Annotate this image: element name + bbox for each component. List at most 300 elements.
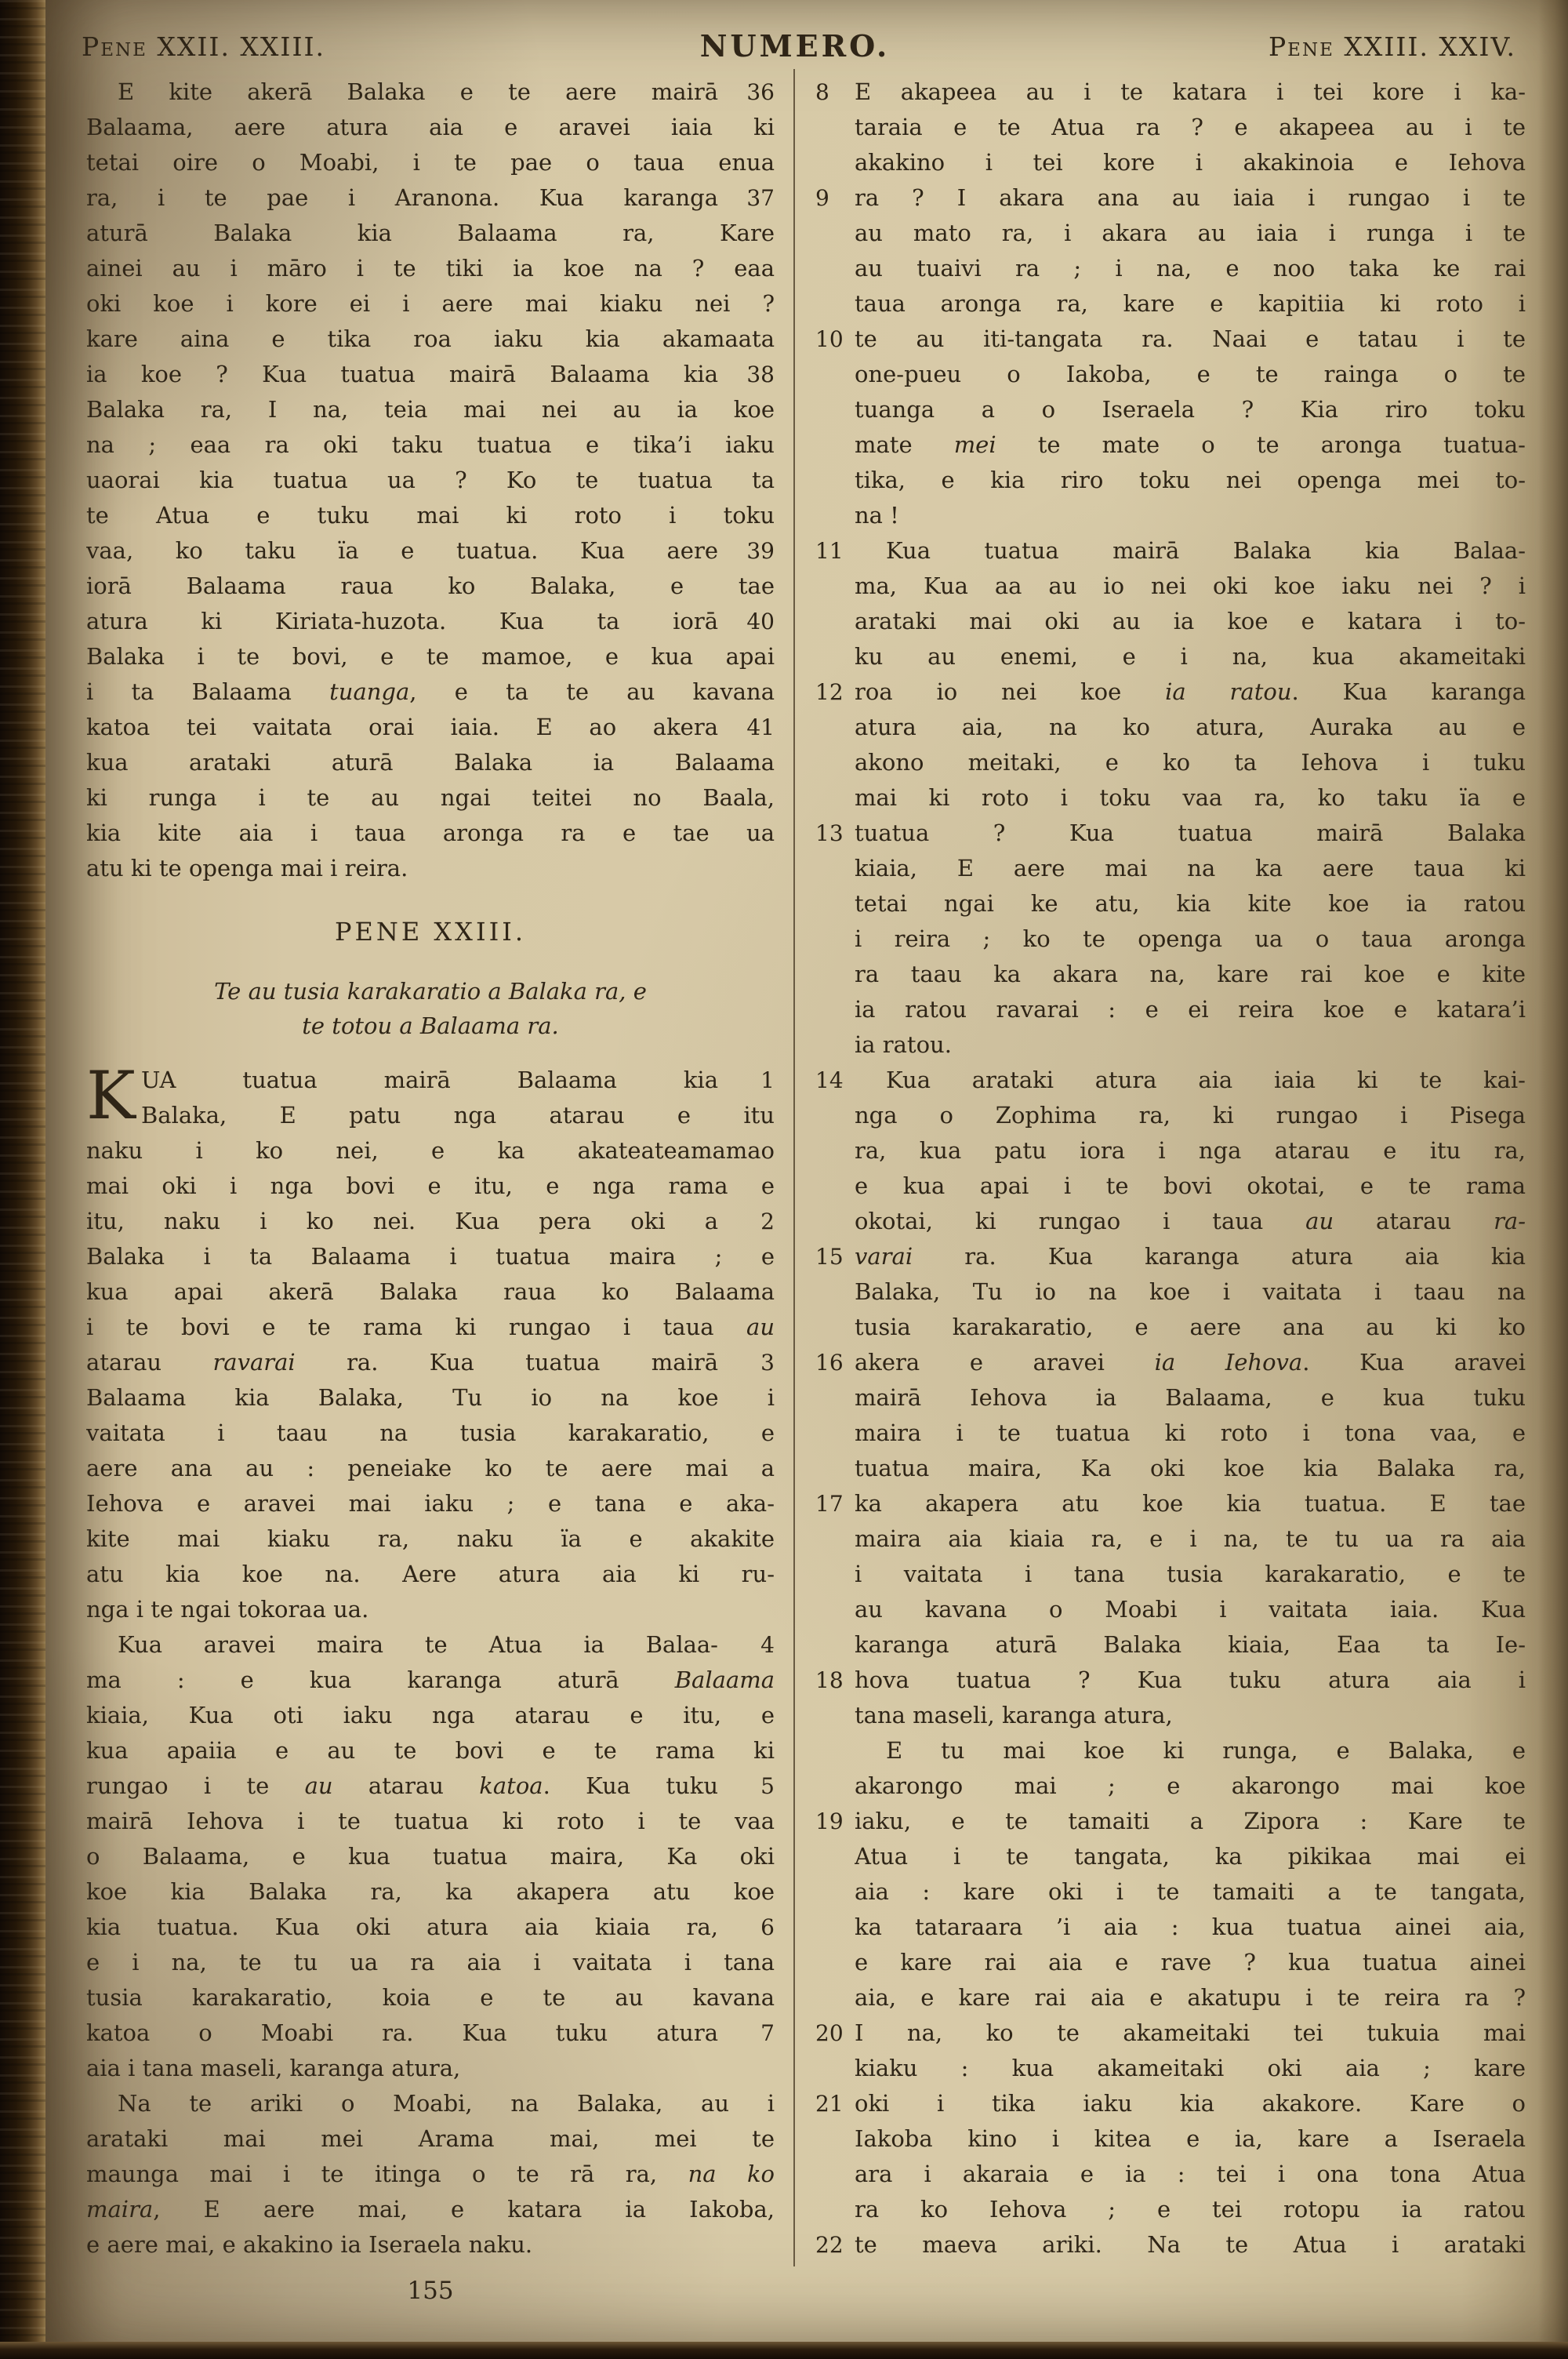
line-text: tana maseli, karanga atura, — [855, 1702, 1173, 1728]
verse-number: 13 — [815, 820, 844, 846]
text-line — [86, 1521, 775, 1557]
text-line — [86, 2192, 775, 2227]
verse-number — [815, 1768, 855, 1804]
verse-number — [815, 1698, 855, 1733]
italic-text: maira — [86, 2196, 154, 2223]
verse-number: 6 — [760, 1914, 775, 1940]
verse-number — [815, 604, 855, 639]
line-text: arataki mai oki au ia koe e katara i to- — [855, 608, 1526, 634]
line-text: varai ra. Kua karanga atura aia kia — [855, 1243, 1526, 1270]
line-text: te maeva ariki. Na te Atua i arataki — [855, 2231, 1526, 2258]
line-text: i ta Balaama tuanga, e ta te au kavana — [86, 678, 775, 705]
line-text: oki koe i kore ei i aere mai kiaku nei ? — [86, 290, 775, 317]
text-line — [86, 1486, 775, 1521]
line-text: i vaitata i tana tusia karakaratio, e te — [855, 1561, 1526, 1587]
verse-number: 41 — [746, 714, 775, 740]
line-text: katoa tei vaitata orai iaia. E ao akera — [86, 714, 718, 740]
line-text: i te bovi e te rama ki rungao i taua au — [86, 1314, 775, 1340]
line-text: ra, kua patu iora i nga atarau e itu ra, — [855, 1137, 1526, 1164]
verse-number — [815, 1310, 855, 1345]
verse-number — [815, 1733, 855, 1768]
verse-number: 39 — [746, 538, 775, 564]
italic-text: au — [1305, 1208, 1334, 1234]
text-line — [86, 1204, 775, 1239]
text-column-right — [815, 75, 1526, 2263]
verse-number — [815, 957, 855, 992]
line-text: mate mei te mate o te aronga tuatua- — [855, 431, 1526, 458]
text-line — [86, 216, 775, 251]
line-text: kia tuatua. Kua oki atura aia kiaia ra, — [86, 1914, 718, 1940]
line-text: ka akapera atu koe kia tuatua. E tae — [855, 1490, 1526, 1517]
line-text: iorā Balaama raua ko Balaka, e tae — [86, 572, 775, 599]
text-line — [815, 957, 1526, 992]
line-text: aere ana au : peneiake ko te aere mai a — [86, 1455, 775, 1481]
line-text: itu, naku i ko nei. Kua pera oki a — [86, 1208, 718, 1234]
line-text: kiaia, E aere mai na ka aere taua ki — [855, 855, 1526, 881]
line-text: UA tuatua mairā Balaama kia — [141, 1067, 718, 1093]
line-text: kiaku : kua akameitaki oki aia ; kare — [855, 2055, 1526, 2081]
text-line — [86, 1980, 775, 2016]
text-line — [815, 639, 1526, 674]
verse-number: 19 — [815, 1808, 844, 1834]
italic-text: tuanga — [329, 678, 410, 705]
text-line — [86, 604, 775, 639]
text-line — [86, 1310, 775, 1345]
line-text: maunga mai i te itinga o te rā ra, na ko — [86, 2161, 775, 2187]
line-text: oki i tika iaku kia akakore. Kare o — [855, 2090, 1526, 2117]
verse-number — [815, 1133, 855, 1169]
line-text: tuanga a o Iseraela ? Kia riro toku — [855, 396, 1526, 423]
italic-text: ia ratou — [1165, 678, 1292, 705]
italic-text: mei — [953, 431, 996, 458]
text-line — [815, 1204, 1526, 1239]
line-text: maira i te tuatua ki roto i tona vaa, e — [855, 1419, 1526, 1446]
line-text: ku au enemi, e i na, kua akameitaki — [855, 643, 1526, 670]
text-line — [815, 392, 1526, 427]
verse-number — [815, 1204, 855, 1239]
verse-number: 36 — [746, 79, 775, 105]
text-line — [86, 1239, 775, 1274]
text-line — [86, 1945, 775, 1980]
text-line — [815, 357, 1526, 392]
line-text: ia ratou ravarai : e ei reira koe e katara’i — [855, 996, 1526, 1023]
page-header — [45, 28, 1568, 72]
line-text: vaa, ko taku ïa e tuatua. Kua aere — [86, 537, 718, 564]
line-text: ma : e kua karanga aturā Balaama — [86, 1667, 775, 1693]
text-line — [815, 110, 1526, 145]
line-text: naku i ko nei, e ka akateateamamao — [86, 1137, 775, 1164]
italic-text: au — [746, 1314, 775, 1340]
text-line — [86, 1380, 775, 1416]
text-line — [815, 1945, 1526, 1980]
line-text: Balaama kia Balaka, Tu io na koe i — [86, 1384, 775, 1411]
text-line — [815, 216, 1526, 251]
verse-number — [815, 463, 855, 498]
text-line — [86, 1416, 775, 1451]
text-line — [815, 1063, 1526, 1098]
line-text: aturā Balaka kia Balaama ra, Kare — [86, 220, 775, 246]
text-line — [86, 75, 775, 110]
text-line — [815, 1133, 1526, 1169]
verse-number — [815, 992, 855, 1027]
text-line — [815, 2121, 1526, 2157]
verse-number: 5 — [760, 1773, 775, 1799]
text-line — [86, 2157, 775, 2192]
line-text: Balaka, Tu io na koe i vaitata i taau na — [855, 1278, 1526, 1305]
line-text: Iakoba kino i kitea e ia, kare a Iseraela — [855, 2125, 1526, 2152]
text-line — [86, 1768, 775, 1804]
line-text: ka tataraara ’i aia : kua tuatua ainei aia, — [855, 1914, 1526, 1940]
line-text: aia i tana maseli, karanga atura, — [86, 2055, 461, 2081]
text-line — [815, 780, 1526, 816]
text-line — [86, 674, 775, 710]
line-text: taua aronga ra, kare e kapitiia ki roto i — [855, 290, 1526, 317]
book-title: NUMERO. — [699, 28, 891, 64]
line-text: roa io nei koe ia ratou. Kua karanga — [855, 678, 1526, 705]
verse-number — [815, 1945, 855, 1980]
italic-text: ia Iehova — [1154, 1349, 1303, 1376]
line-text: atura ki Kiriata-huzota. Kua ta iorā — [86, 608, 718, 634]
italic-text: ra- — [1494, 1208, 1526, 1234]
line-text: maira aia kiaia ra, e i na, te tu ua ra aia — [855, 1525, 1526, 1552]
line-text: akakino i tei kore i akakinoia e Iehova — [855, 149, 1526, 176]
text-line — [86, 569, 775, 604]
line-text: aia, e kare rai aia e akatupu i te reira ra ? — [855, 1984, 1526, 2011]
italic-text: na ko — [688, 2161, 775, 2187]
verse-number: 3 — [760, 1350, 775, 1376]
verse-number — [815, 569, 855, 604]
text-line — [815, 1098, 1526, 1133]
verse-number — [815, 110, 855, 145]
text-line — [815, 1768, 1526, 1804]
line-text: e aere mai, e akakino ia Iseraela naku. — [86, 2231, 533, 2258]
line-text: tetai oire o Moabi, i te pae o taua enua — [86, 149, 775, 176]
text-column-left — [86, 75, 775, 2263]
line-text: tetai ngai ke atu, kia kite koe ia ratou — [855, 890, 1526, 917]
verse-number: 7 — [760, 2020, 775, 2046]
text-line — [815, 2051, 1526, 2086]
text-line — [86, 392, 775, 427]
chapter-heading: PENE XXIII. — [334, 917, 527, 947]
text-line — [815, 322, 1526, 357]
text-line — [86, 1098, 775, 1133]
line-text: taraia e te Atua ra ? e akapeea au i te — [855, 114, 1526, 140]
line-text: atu ki te openga mai i reira. — [86, 855, 408, 881]
verse-number — [815, 780, 855, 816]
verse-number: 22 — [815, 2232, 844, 2258]
line-text: ra, i te pae i Aranona. Kua karanga — [86, 184, 718, 211]
text-line — [86, 110, 775, 145]
text-line — [86, 1345, 775, 1380]
text-line — [86, 1698, 775, 1733]
line-text: kua apaiia e au te bovi e te rama ki — [86, 1737, 775, 1764]
verse-number: 17 — [815, 1491, 844, 1517]
verse-number — [815, 2121, 855, 2157]
text-line — [815, 921, 1526, 957]
text-line — [815, 251, 1526, 286]
line-text: Iehova e aravei mai iaku ; e tana e aka- — [86, 1490, 775, 1517]
text-line — [86, 1133, 775, 1169]
verse-number — [815, 710, 855, 745]
text-line — [86, 1804, 775, 1839]
text-line — [815, 992, 1526, 1027]
text-line — [815, 1980, 1526, 2016]
line-text: ainei au i māro i te tiki ia koe na ? eaa — [86, 255, 775, 282]
italic-text: au — [304, 1772, 333, 1799]
text-line — [815, 569, 1526, 604]
text-line — [815, 1451, 1526, 1486]
line-text: aia : kare oki i te tamaiti a te tangata, — [855, 1878, 1526, 1905]
line-text: i reira ; ko te openga ua o taua aronga — [855, 925, 1526, 952]
text-line — [86, 322, 775, 357]
text-line — [815, 533, 1526, 569]
line-text: ia ratou. — [855, 1031, 952, 1058]
text-line — [815, 745, 1526, 780]
text-line — [86, 1557, 775, 1592]
verse-number: 9 — [815, 185, 829, 211]
verse-number: 21 — [815, 2091, 844, 2117]
text-line — [86, 1839, 775, 1874]
text-line — [815, 1486, 1526, 1521]
line-text: tika, e kia riro toku nei openga mei to- — [855, 467, 1526, 493]
line-text: ra ? I akara ana au iaia i rungao i te — [855, 184, 1526, 211]
line-text: hova tuatua ? Kua tuku atura aia i — [855, 1667, 1526, 1693]
line-text: e kua apai i te bovi okotai, e te rama — [855, 1172, 1526, 1199]
verse-number: 37 — [746, 185, 775, 211]
text-line — [86, 1592, 775, 1627]
verse-number — [815, 1451, 855, 1486]
text-line — [815, 2192, 1526, 2227]
line-text: Balaka, E patu nga atarau e itu — [141, 1102, 775, 1129]
verse-number: 12 — [815, 679, 844, 705]
line-text: katoa o Moabi ra. Kua tuku atura — [86, 2019, 718, 2046]
italic-text: ravarai — [212, 1349, 296, 1376]
text-line — [86, 357, 775, 392]
text-line — [86, 2086, 775, 2121]
verse-number — [815, 1521, 855, 1557]
line-text: okotai, ki rungao i taua au atarau ra- — [855, 1208, 1526, 1234]
verse-number: 15 — [815, 1244, 844, 1270]
text-line — [815, 1663, 1526, 1698]
text-line — [815, 1733, 1526, 1768]
text-line — [86, 2051, 775, 2086]
verse-number — [815, 1557, 855, 1592]
book-binding-edge — [0, 0, 45, 2359]
text-line — [86, 1169, 775, 1204]
line-text: vaitata i taau na tusia karakaratio, e — [86, 1419, 775, 1446]
text-line — [815, 1380, 1526, 1416]
line-text: Balaka i ta Balaama i tuatua maira ; e — [86, 1243, 775, 1270]
drop-cap: K — [86, 1057, 136, 1134]
line-text: Kua arataki atura aia iaia ki te kai- — [886, 1067, 1526, 1093]
page-number: 155 — [407, 2277, 454, 2305]
verse-number: 16 — [815, 1350, 844, 1376]
text-line — [815, 498, 1526, 533]
text-line — [815, 674, 1526, 710]
text-line — [815, 816, 1526, 851]
line-text: tuatua maira, Ka oki koe kia Balaka ra, — [855, 1455, 1526, 1481]
line-text: karanga aturā Balaka kiaia, Eaa ta Ie- — [855, 1631, 1526, 1658]
line-text: mairā Iehova ia Balaama, e kua tuku — [855, 1384, 1526, 1411]
column-divider — [793, 69, 795, 2266]
text-line — [86, 2016, 775, 2051]
text-line — [86, 1451, 775, 1486]
text-line — [86, 145, 775, 180]
text-line — [815, 1804, 1526, 1839]
verse-number — [815, 745, 855, 780]
line-text: nga i te ngai tokoraa ua. — [86, 1596, 369, 1623]
line-text: ia koe ? Kua tuatua mairā Balaama kia — [86, 361, 718, 387]
verse-number — [815, 1380, 855, 1416]
text-line — [815, 145, 1526, 180]
text-line — [86, 463, 775, 498]
verse-number — [815, 1098, 855, 1133]
verse-number — [815, 1274, 855, 1310]
verse-number — [815, 286, 855, 322]
line-text: Kua aravei maira te Atua ia Balaa- — [118, 1631, 718, 1658]
line-text: kiaia, Kua oti iaku nga atarau e itu, e — [86, 1702, 775, 1728]
line-text: E akapeea au i te katara i tei kore i ka- — [855, 78, 1526, 105]
chapter-subtitle: te totou a Balaama ra. — [302, 1012, 559, 1039]
text-line — [86, 1874, 775, 1910]
text-line — [86, 851, 775, 886]
line-text: tusia karakaratio, e aere ana au ki ko — [855, 1314, 1526, 1340]
text-line — [815, 1839, 1526, 1874]
text-line — [86, 745, 775, 780]
line-text: mai oki i nga bovi e itu, e nga rama e — [86, 1172, 775, 1199]
line-text: tuatua ? Kua tuatua mairā Balaka — [855, 820, 1526, 846]
line-text: nga o Zophima ra, ki rungao i Pisega — [855, 1102, 1526, 1129]
text-line — [815, 1027, 1526, 1063]
verse-number: 20 — [815, 2020, 844, 2046]
text-line — [815, 180, 1526, 216]
verse-number — [815, 851, 855, 886]
paper-page — [45, 0, 1568, 2345]
verse-number — [815, 145, 855, 180]
verse-number — [815, 357, 855, 392]
verse-number: 8 — [815, 79, 829, 105]
line-text: Kua tuatua mairā Balaka kia Balaa- — [886, 537, 1526, 564]
verse-number — [815, 1839, 855, 1874]
line-text: o Balaama, e kua tuatua maira, Ka oki — [86, 1843, 775, 1870]
text-line — [815, 427, 1526, 463]
text-line — [86, 2121, 775, 2157]
verse-number — [815, 2157, 855, 2192]
text-line — [815, 1416, 1526, 1451]
text-line — [815, 1169, 1526, 1204]
line-text: iaku, e te tamaiti a Zipora : Kare te — [855, 1808, 1526, 1834]
verse-number — [815, 1980, 855, 2016]
line-text: I na, ko te akameitaki tei tukuia mai — [855, 2019, 1526, 2046]
line-text: akera e aravei ia Iehova. Kua aravei — [855, 1349, 1526, 1376]
text-line — [86, 498, 775, 533]
running-head-right: Pene XXIII. XXIV. — [1268, 31, 1516, 62]
line-text: E tu mai koe ki runga, e Balaka, e — [886, 1737, 1526, 1764]
text-line — [86, 286, 775, 322]
text-line — [815, 2086, 1526, 2121]
running-head-left: Pene XXII. XXIII. — [82, 31, 326, 62]
line-text: ki runga i te au ngai teitei no Baala, — [86, 784, 775, 811]
verse-number — [815, 2192, 855, 2227]
verse-number — [815, 251, 855, 286]
verse-number — [815, 1027, 855, 1063]
text-line — [815, 1698, 1526, 1733]
line-text: mairā Iehova i te tuatua ki roto i te vaa — [86, 1808, 775, 1834]
verse-number — [815, 392, 855, 427]
verse-number: 38 — [746, 362, 775, 387]
text-line — [815, 1592, 1526, 1627]
text-line — [815, 1557, 1526, 1592]
verse-number — [815, 1910, 855, 1945]
text-line — [815, 1310, 1526, 1345]
text-line — [86, 1910, 775, 1945]
line-text: kua apai akerā Balaka raua ko Balaama — [86, 1278, 775, 1305]
verse-number — [815, 921, 855, 957]
text-line — [815, 1521, 1526, 1557]
verse-number — [815, 427, 855, 463]
text-line — [86, 639, 775, 674]
text-line — [815, 1239, 1526, 1274]
text-line — [815, 1874, 1526, 1910]
line-text: te Atua e tuku mai ki roto i toku — [86, 502, 775, 529]
text-line — [815, 710, 1526, 745]
text-line — [815, 286, 1526, 322]
line-text: e kare rai aia e rave ? kua tuatua ainei — [855, 1949, 1526, 1976]
line-text: mai ki roto i toku vaa ra, ko taku ïa e — [855, 784, 1526, 811]
line-text: ara i akaraia e ia : tei i ona tona Atua — [855, 2161, 1526, 2187]
line-text: Balaka i te bovi, e te mamoe, e kua apai — [86, 643, 775, 670]
line-text: au kavana o Moabi i vaitata iaia. Kua — [855, 1596, 1526, 1623]
line-text: atura aia, na ko atura, Auraka au e — [855, 714, 1526, 740]
line-text: ra taau ka akara na, kare rai koe e kite — [855, 961, 1526, 987]
text-line — [86, 251, 775, 286]
text-line — [86, 1627, 775, 1663]
text-line — [86, 2227, 775, 2263]
verse-number: 40 — [746, 609, 775, 634]
line-text: Atua i te tangata, ka pikikaa mai ei — [855, 1843, 1526, 1870]
line-text: tusia karakaratio, koia e te au kavana — [86, 1984, 775, 2011]
verse-number — [815, 1416, 855, 1451]
line-text: kia kite aia i taua aronga ra e tae ua — [86, 820, 775, 846]
line-text: Balaka ra, I na, teia mai nei au ia koe — [86, 396, 775, 423]
line-text: au tuaivi ra ; i na, e noo taka ke rai — [855, 255, 1526, 282]
text-line — [86, 1663, 775, 1698]
verse-number — [815, 639, 855, 674]
line-text: kare aina e tika roa iaku kia akamaata — [86, 325, 775, 352]
verse-number — [815, 2051, 855, 2086]
line-text: na ! — [855, 502, 899, 529]
text-line — [815, 463, 1526, 498]
text-line — [815, 2016, 1526, 2051]
text-line — [815, 1910, 1526, 1945]
line-text: uaorai kia tuatua ua ? Ko te tuatua ta — [86, 467, 775, 493]
line-text: E kite akerā Balaka e te aere mairā — [118, 78, 718, 105]
text-line — [86, 816, 775, 851]
line-text: atarau ravarai ra. Kua tuatua mairā — [86, 1349, 718, 1376]
line-text: Na te ariki o Moabi, na Balaka, au i — [118, 2090, 775, 2117]
line-text: kua arataki aturā Balaka ia Balaama — [86, 749, 775, 776]
line-text: ra ko Iehova ; e tei rotopu ia ratou — [855, 2196, 1526, 2223]
verse-number: 11 — [815, 538, 844, 564]
text-line — [815, 604, 1526, 639]
line-text: kite mai kiaku ra, naku ïa e akakite — [86, 1525, 775, 1552]
line-text: arataki mai mei Arama mai, mei te — [86, 2125, 775, 2152]
text-line — [815, 1627, 1526, 1663]
text-line — [815, 1274, 1526, 1310]
verse-number — [815, 1627, 855, 1663]
verse-number: 4 — [760, 1632, 775, 1658]
verse-number — [815, 1592, 855, 1627]
